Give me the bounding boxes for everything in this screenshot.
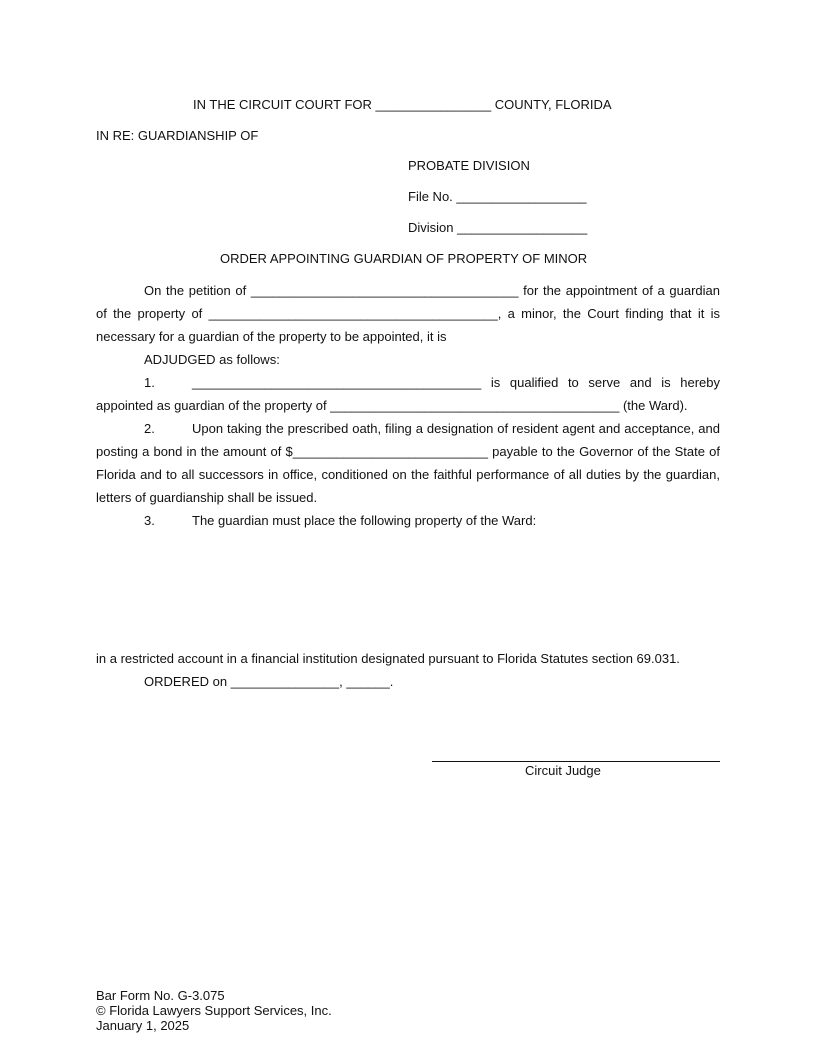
ordered-date-line: ORDERED on _______________, ______. — [144, 674, 394, 689]
court-caption: IN THE CIRCUIT COURT FOR ________________ COUNTY, FLORIDA — [193, 97, 612, 112]
division-name: PROBATE DIVISION — [408, 158, 530, 173]
petition-line-1: On the petition of _____________________________________ for the appointment of a guardian — [144, 283, 720, 298]
item-2-line-2: posting a bond in the amount of $___________________________ payable to the Governor of the State of — [96, 444, 720, 459]
adjudged-heading: ADJUDGED as follows: — [144, 352, 280, 367]
item-3-line-1: The guardian must place the following property of the Ward: — [192, 513, 537, 528]
item-1-line-1: ________________________________________ is qualified to serve and is hereby — [192, 375, 720, 390]
form-date: January 1, 2025 — [96, 1018, 190, 1033]
item-2-line-1: Upon taking the prescribed oath, filing a designation of resident agent and acceptance, and — [192, 421, 720, 436]
item-1-number: 1. — [144, 375, 155, 390]
item-2-line-3: Florida and to all successors in office, conditioned on the faithful performance of all duties by the guardian, — [96, 467, 720, 482]
item-1-line-2: appointed as guardian of the property of ________________________________________ (the Ward). — [96, 398, 688, 413]
in-re-caption: IN RE: GUARDIANSHIP OF — [96, 128, 259, 143]
signature-line — [432, 761, 720, 762]
file-number: File No. __________________ — [408, 189, 587, 204]
item-3-number: 3. — [144, 513, 155, 528]
petition-line-3: necessary for a guardian of the property to be appointed, it is — [96, 329, 447, 344]
division-number: Division __________________ — [408, 220, 588, 235]
item-2-line-4: letters of guardianship shall be issued. — [96, 490, 318, 505]
petition-line-2: of the property of ________________________________________, a minor, the Court finding that it is — [96, 306, 720, 321]
page-title: ORDER APPOINTING GUARDIAN OF PROPERTY OF MINOR — [220, 251, 588, 266]
copyright-notice: © Florida Lawyers Support Services, Inc. — [96, 1003, 332, 1018]
circuit-judge-label: Circuit Judge — [525, 763, 601, 778]
item-2-number: 2. — [144, 421, 155, 436]
bar-form-number: Bar Form No. G-3.075 — [96, 988, 225, 1003]
restricted-account-text: in a restricted account in a financial institution designated pursuant to Florida Statutes section 69.031. — [96, 651, 680, 666]
